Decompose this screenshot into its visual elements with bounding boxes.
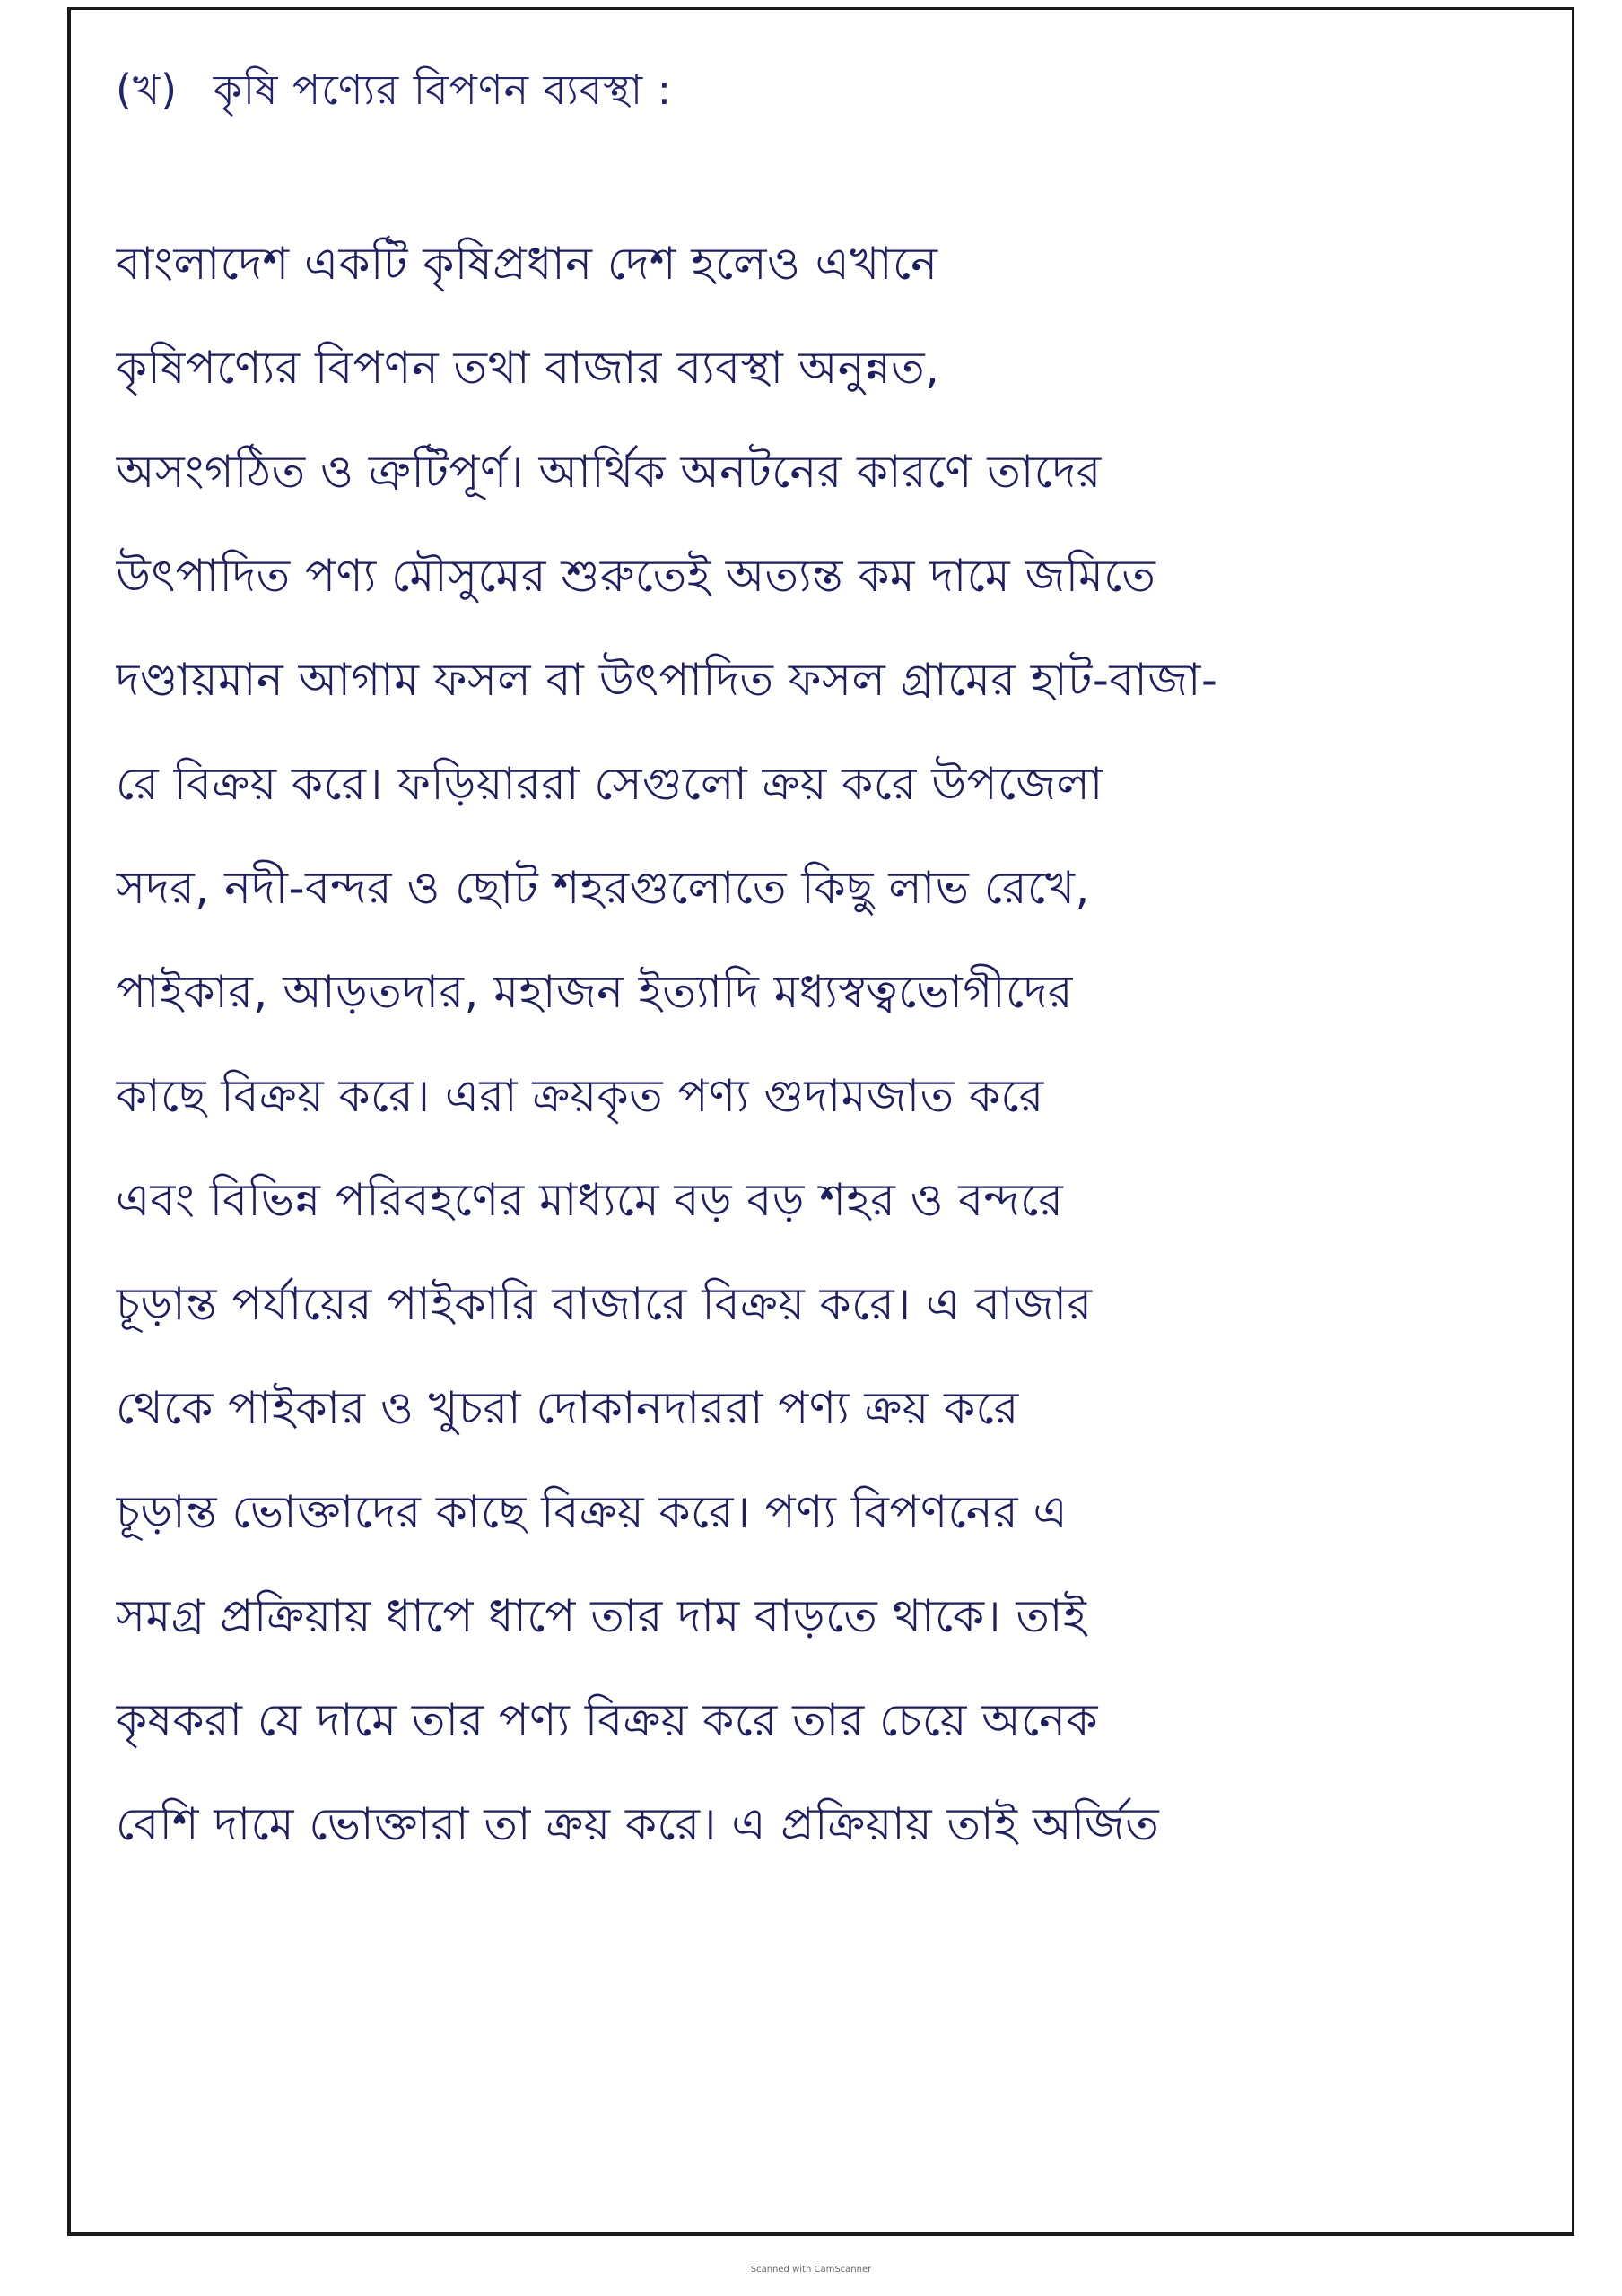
text-line: কৃষকরা যে দামে তার পণ্য বিক্রয় করে তার চেয়ে অনেক [116,1694,1098,1746]
text-line: দণ্ডায়মান আগাম ফসল বা উৎপাদিত ফসল গ্রামের হাট-বাজা- [116,654,1218,706]
text-line: এবং বিভিন্ন পরিবহণের মাধ্যমে বড় বড় শহর ও বন্দরে [116,1174,1064,1226]
scanner-watermark: Scanned with CamScanner [750,2265,872,2274]
text-line: সমগ্র প্রক্রিয়ায় ধাপে ধাপে তার দাম বাড়তে থাকে। তাই [116,1590,1087,1642]
page-frame [67,7,1574,2236]
text-line: থেকে পাইকার ও খুচরা দোকানদাররা পণ্য ক্রয় করে [116,1382,1019,1434]
text-line: চূড়ান্ত পর্যায়ের পাইকারি বাজারে বিক্রয় করে। এ বাজার [116,1278,1093,1330]
text-line: কৃষিপণ্যের বিপণন তথা বাজার ব্যবস্থা অনুন্নত, [116,342,940,394]
text-line: রে বিক্রয় করে। ফড়িয়াররা সেগুলো ক্রয় করে উপজেলা [116,758,1103,810]
text-line: পাইকার, আড়তদার, মহাজন ইত্যাদি মধ্যস্বত্বভোগীদের [116,966,1073,1018]
text-line: সদর, নদী-বন্দর ও ছোট শহরগুলোতে কিছু লাভ রেখে, [116,862,1090,914]
body-text [116,212,1542,1876]
text-line: বেশি দামে ভোক্তারা তা ক্রয় করে। এ প্রক্রিয়ায় তাই অর্জিত [116,1798,1160,1850]
text-line: কাছে বিক্রয় করে। এরা ক্রয়কৃত পণ্য গুদামজাত করে [116,1070,1044,1122]
text-line: বাংলাদেশ একটি কৃষিপ্রধান দেশ হলেও এখানে [116,238,938,290]
section-label: (খ) [116,65,179,114]
text-line: উৎপাদিত পণ্য মৌসুমের শুরুতেই অত্যন্ত কম দামে জমিতে [116,550,1156,602]
section-heading [116,59,672,127]
section-title: কৃষি পণ্যের বিপণন ব্যবস্থা : [213,65,673,114]
text-line: চূড়ান্ত ভোক্তাদের কাছে বিক্রয় করে। পণ্য বিপণনের এ [116,1486,1068,1538]
text-line: অসংগঠিত ও ত্রুটিপূর্ণ। আর্থিক অনটনের কারণে তাদের [116,446,1102,498]
